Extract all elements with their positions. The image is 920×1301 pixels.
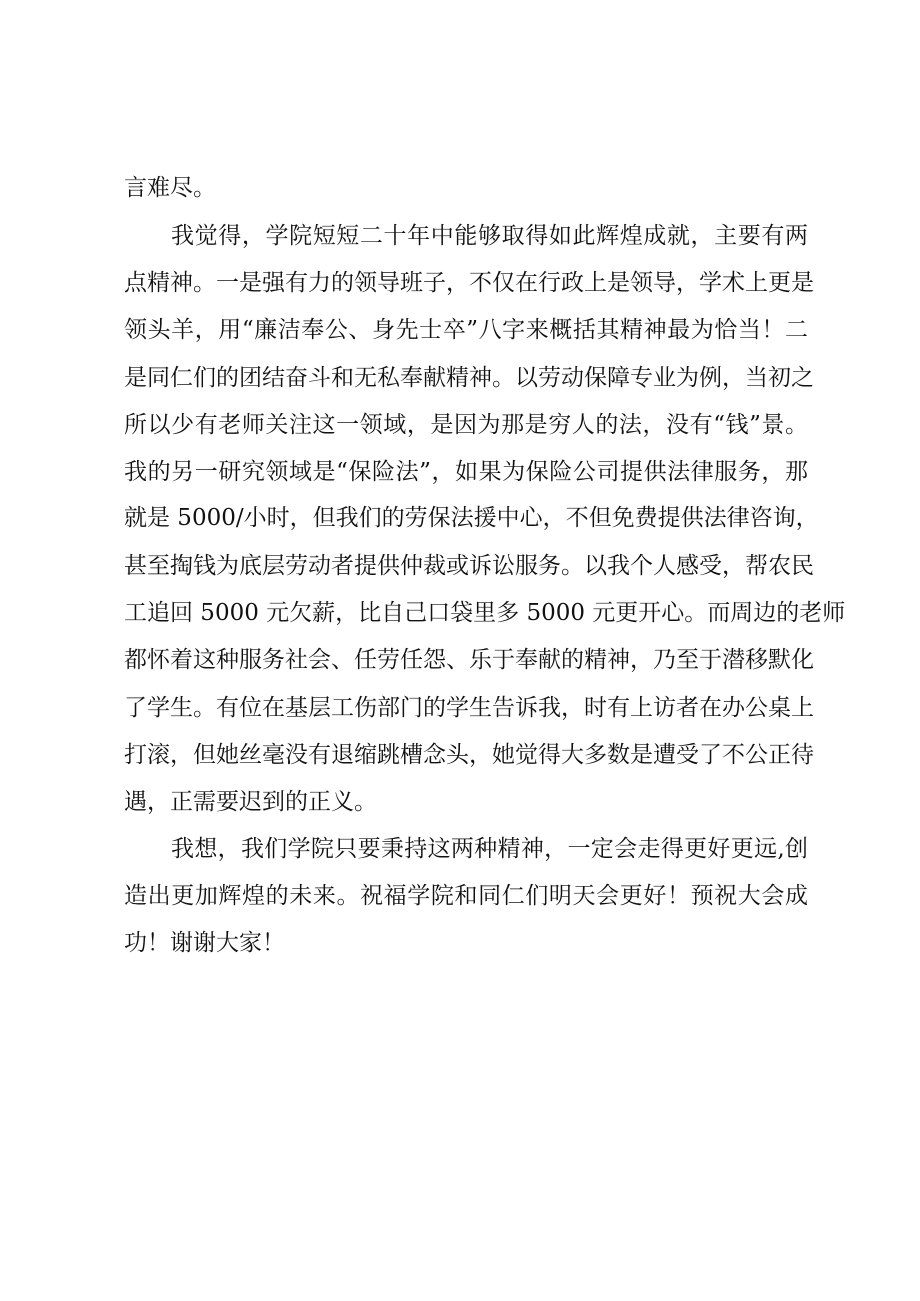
paragraph-2-line-9: 工追回 5000 元欠薪，比自己口袋里多 5000 元更开心。而周边的老师 <box>124 600 846 626</box>
paragraph-2-line-3: 领头羊，用“廉洁奉公、身先士卒”八字来概括其精神最为恰当！二 <box>124 317 808 343</box>
paragraph-2-line-7: 就是 5000/小时，但我们的劳保法援中心，不但免费提供法律咨询， <box>124 505 819 531</box>
paragraph-2-line-8: 甚至掏钱为底层劳动者提供仲裁或诉讼服务。以我个人感受，帮农民 <box>124 553 814 579</box>
paragraph-1-line-1: 言难尽。 <box>124 175 216 201</box>
paragraph-3-line-3: 功！谢谢大家！ <box>124 930 285 956</box>
paragraph-2-line-10: 都怀着这种服务社会、任劳任怨、乐于奉献的精神，乃至于潜移默化 <box>124 647 814 673</box>
paragraph-2-line-2: 点精神。一是强有力的领导班子，不仅在行政上是领导，学术上更是 <box>124 270 814 296</box>
paragraph-2-line-13: 遇，正需要迟到的正义。 <box>124 789 377 815</box>
paragraph-2-line-6: 我的另一研究领域是“保险法”，如果为保险公司提供法律服务，那 <box>124 459 808 485</box>
paragraph-2-line-5: 所以少有老师关注这一领域，是因为那是穷人的法，没有“钱”景。 <box>124 412 808 438</box>
paragraph-2-line-1: 我觉得，学院短短二十年中能够取得如此辉煌成就，主要有两 <box>171 223 808 249</box>
paragraph-3-line-2: 造出更加辉煌的未来。祝福学院和同仁们明天会更好！预祝大会成 <box>124 883 808 909</box>
paragraph-2-line-11: 了学生。有位在基层工伤部门的学生告诉我，时有上访者在办公桌上 <box>124 695 814 721</box>
paragraph-3-line-1: 我想，我们学院只要秉持这两种精神，一定会走得更好更远,创 <box>171 836 808 862</box>
paragraph-2-line-12: 打滚，但她丝毫没有退缩跳槽念头，她觉得大多数是遭受了不公正待 <box>124 742 814 768</box>
paragraph-2-line-4: 是同仁们的团结奋斗和无私奉献精神。以劳动保障专业为例，当初之 <box>124 365 814 391</box>
